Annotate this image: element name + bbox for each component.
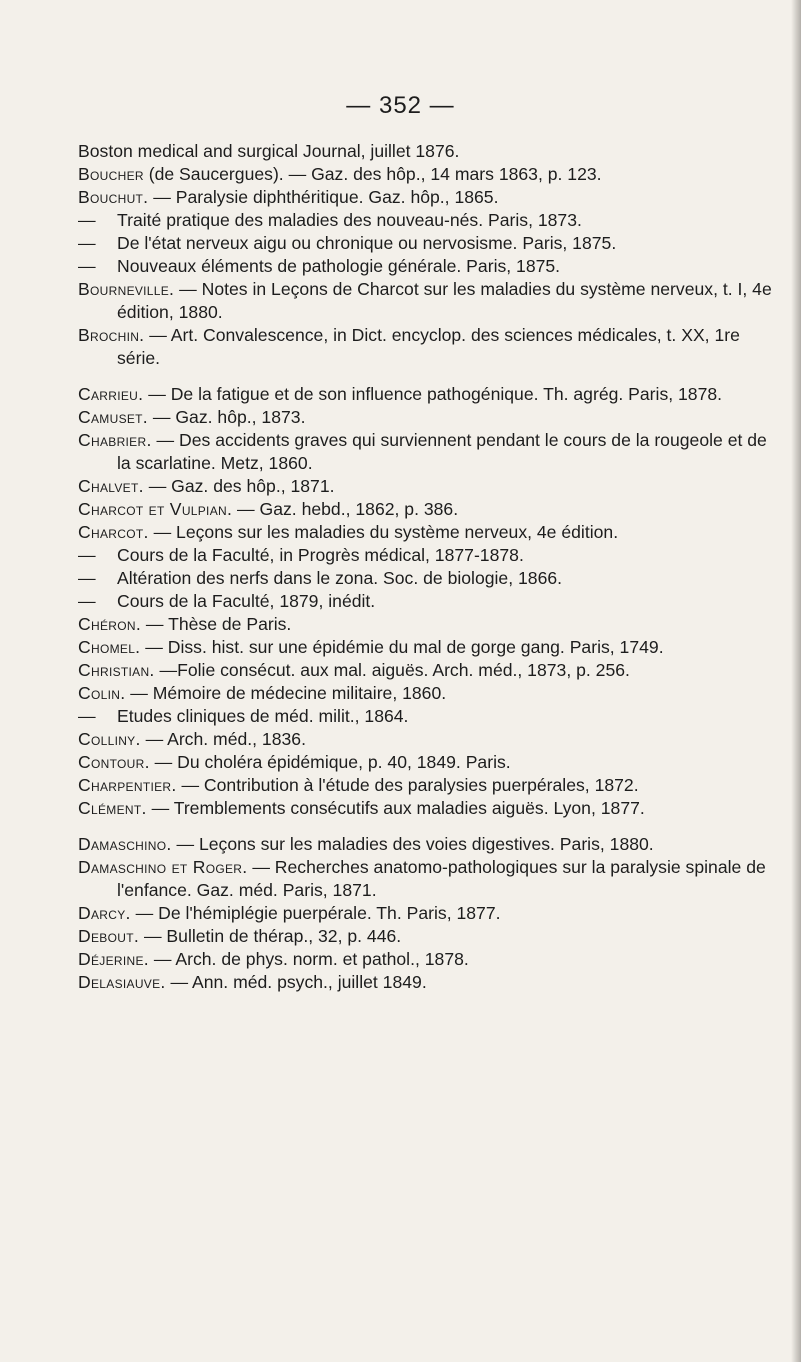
bibliography-entry	[78, 902, 778, 925]
entry-text: — Arch. de phys. norm. et pathol., 1878.	[153, 949, 469, 969]
entry-author: Bouchut.	[78, 187, 149, 207]
bibliography-entry	[78, 163, 778, 186]
bibliography-entry	[78, 544, 778, 567]
entry-author: Contour.	[78, 752, 150, 772]
entry-text: — Gaz. hôp., 1873.	[152, 407, 306, 427]
entry-author: Debout.	[78, 926, 140, 946]
bibliography-entry	[78, 232, 778, 255]
entry-text: Nouveaux éléments de pathologie générale. Paris, 1875.	[117, 256, 561, 276]
entry-author: Déjerine.	[78, 949, 149, 969]
bibliography-entry	[78, 140, 778, 163]
entry-author: Christian.	[78, 660, 155, 680]
bibliography-entry	[78, 705, 778, 728]
entry-text: — Tremblements consécutifs aux maladies aiguës. Lyon, 1877.	[151, 798, 645, 818]
entry-text: — De l'hémiplégie puerpérale. Th. Paris, 1877.	[135, 903, 501, 923]
entry-author: Delasiauve.	[78, 972, 166, 992]
entry-text: — Des accidents graves qui surviennent pendant le cours de la rougeole et de la scarlatine. Metz, 1860.	[117, 430, 767, 473]
bibliography-entry	[78, 429, 778, 475]
entry-text: —Folie consécut. aux mal. aiguës. Arch. méd., 1873, p. 256.	[159, 660, 630, 680]
bibliography-entry	[78, 833, 778, 856]
ditto-dash: —	[78, 591, 96, 611]
entry-text: — Paralysie diphthéritique. Gaz. hôp., 1865.	[153, 187, 499, 207]
entry-author: Boucher	[78, 164, 144, 184]
bibliography-entry	[78, 948, 778, 971]
ditto-dash: —	[78, 706, 96, 726]
bibliography-entry	[78, 925, 778, 948]
ditto-dash: —	[78, 545, 96, 565]
bibliography-entry	[78, 751, 778, 774]
entry-text: — Art. Convalescence, in Dict. encyclop. des sciences médicales, t. XX, 1re série.	[117, 325, 740, 368]
entry-author: Chalvet.	[78, 476, 144, 496]
bibliography-entry	[78, 255, 778, 278]
entry-text: Cours de la Faculté, in Progrès médical, 1877-1878.	[117, 545, 524, 565]
bibliography-entry	[78, 324, 778, 370]
entry-author: Clément.	[78, 798, 147, 818]
entry-author: Bourneville.	[78, 279, 175, 299]
ditto-dash: —	[78, 256, 96, 276]
entry-text: (de Saucergues). — Gaz. des hôp., 14 mars 1863, p. 123.	[148, 164, 602, 184]
bibliography-entry	[78, 475, 778, 498]
entry-text: Traité pratique des maladies des nouveau-nés. Paris, 1873.	[117, 210, 582, 230]
entry-text: — Bulletin de thérap., 32, p. 446.	[143, 926, 402, 946]
bibliography-entry	[78, 521, 778, 544]
entry-author: Charcot et Vulpian.	[78, 499, 233, 519]
entry-text: — Notes in Leçons de Charcot sur les maladies du système nerveux, t. I, 4e édition, 1880.	[117, 279, 772, 322]
entry-author: Chabrier.	[78, 430, 152, 450]
entry-text: — Arch. méd., 1836.	[145, 729, 306, 749]
bibliography-entry	[78, 636, 778, 659]
entry-author: Charcot.	[78, 522, 149, 542]
entry-text: — Mémoire de médecine militaire, 1860.	[130, 683, 447, 703]
entry-author: Damaschino.	[78, 834, 172, 854]
entry-author: Carrieu.	[78, 384, 144, 404]
bibliography-entry	[78, 659, 778, 682]
entry-author: Charpentier.	[78, 775, 177, 795]
page-edge-shadow	[791, 0, 801, 1362]
bibliography-entry	[78, 971, 778, 994]
entry-author: Chomel.	[78, 637, 141, 657]
entry-text: Boston medical and surgical Journal, juillet 1876.	[78, 141, 460, 161]
entry-text: Etudes cliniques de méd. milit., 1864.	[117, 706, 409, 726]
entry-author: Darcy.	[78, 903, 131, 923]
entry-text: — Contribution à l'étude des paralysies puerpérales, 1872.	[181, 775, 639, 795]
bibliography-entry	[78, 209, 778, 232]
entry-author: Camuset.	[78, 407, 148, 427]
ditto-dash: —	[78, 568, 96, 588]
entry-text: De l'état nerveux aigu ou chronique ou nervosisme. Paris, 1875.	[117, 233, 617, 253]
bibliography-entry	[78, 613, 778, 636]
entry-text: — Leçons sur les maladies des voies digestives. Paris, 1880.	[176, 834, 654, 854]
bibliography-list	[78, 140, 778, 994]
entry-author: Colin.	[78, 683, 126, 703]
bibliography-entry	[78, 590, 778, 613]
bibliography-entry	[78, 278, 778, 324]
entry-text: — De la fatigue et de son influence pathogénique. Th. agrég. Paris, 1878.	[148, 384, 723, 404]
entry-text: — Gaz. hebd., 1862, p. 386.	[237, 499, 459, 519]
bibliography-entry	[78, 774, 778, 797]
bibliography-entry	[78, 186, 778, 209]
bibliography-entry	[78, 797, 778, 820]
entry-text: — Du choléra épidémique, p. 40, 1849. Paris.	[154, 752, 511, 772]
ditto-dash: —	[78, 210, 96, 230]
entry-author: Colliny.	[78, 729, 141, 749]
entry-text: Cours de la Faculté, 1879, inédit.	[117, 591, 376, 611]
bibliography-entry	[78, 856, 778, 902]
ditto-dash: —	[78, 233, 96, 253]
entry-text: — Gaz. des hôp., 1871.	[148, 476, 335, 496]
entry-text: — Leçons sur les maladies du système nerveux, 4e édition.	[153, 522, 619, 542]
entry-text: — Recherches anatomo-pathologiques sur la paralysie spinale de l'enfance. Gaz. méd. Paris, 1871.	[117, 857, 766, 900]
entry-author: Chéron.	[78, 614, 142, 634]
bibliography-entry	[78, 567, 778, 590]
bibliography-entry	[78, 682, 778, 705]
bibliography-entry	[78, 406, 778, 429]
page-number: — 352 —	[346, 92, 455, 119]
entry-text: Altération des nerfs dans le zona. Soc. de biologie, 1866.	[117, 568, 563, 588]
entry-text: — Diss. hist. sur une épidémie du mal de gorge gang. Paris, 1749.	[145, 637, 664, 657]
bibliography-entry	[78, 383, 778, 406]
entry-text: — Thèse de Paris.	[145, 614, 292, 634]
bibliography-entry	[78, 498, 778, 521]
bibliography-entry	[78, 728, 778, 751]
entry-author: Damaschino et Roger.	[78, 857, 248, 877]
entry-text: — Ann. méd. psych., juillet 1849.	[170, 972, 427, 992]
entry-author: Brochin.	[78, 325, 145, 345]
